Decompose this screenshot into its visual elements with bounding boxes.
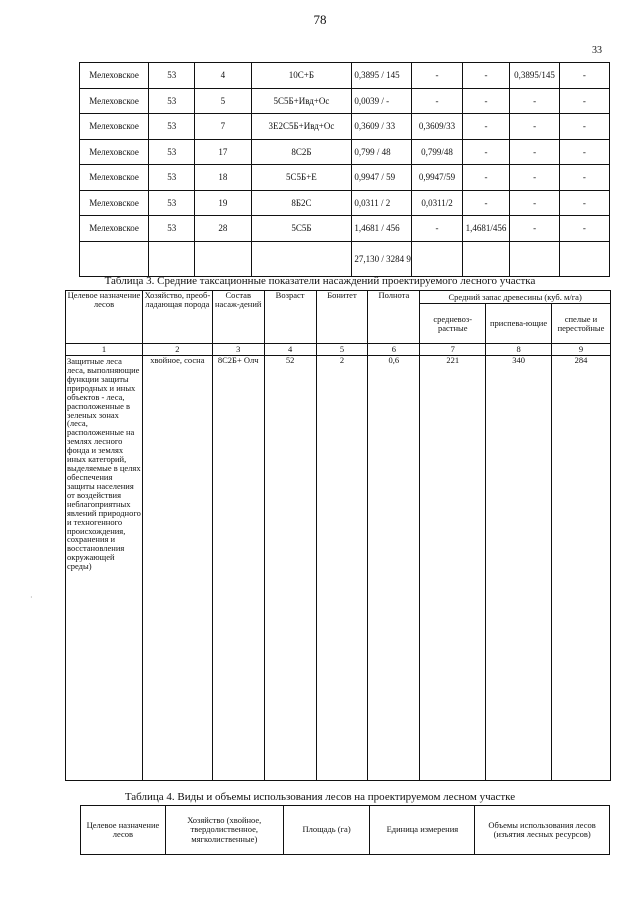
column-number: 7 [420,344,486,356]
table-cell: - [510,216,559,242]
empty-cell [412,241,462,276]
table-cell: 8С2Б [251,139,352,165]
header-purpose: Целевое назначение лесов [66,291,143,344]
table-cell: 17 [195,139,251,165]
header-farm: Хозяйство, преоб-ладающая порода [142,291,212,344]
table-cell: - [462,63,510,89]
table-cell: Мелеховское [80,165,149,191]
table-cell: Мелеховское [80,139,149,165]
table-cell: - [559,63,609,89]
table-cell: 0,3895 / 145 [352,63,412,89]
table4-header-cell: Объемы использования лесов (изъятия лесных ресурсов) [475,806,610,855]
table-cell: - [510,139,559,165]
table-cell: 5С5Б+Е [251,165,352,191]
table-cell: - [559,114,609,140]
column-number: 4 [264,344,316,356]
table-cell: 0,9947/59 [412,165,462,191]
cell-bonitet: 2 [316,356,368,781]
table4-header-cell: Хозяйство (хвойное, твердолиственное, мягколиственные) [165,806,283,855]
header-age: Возраст [264,291,316,344]
table-cell: - [559,216,609,242]
table-cell: 0,3609/33 [412,114,462,140]
table4-title: Таблица 4. Виды и объемы использования лесов на проектируемом лесном участке [124,791,516,803]
table-cell: Мелеховское [80,216,149,242]
forest-use-table [80,805,610,855]
table-cell: - [510,190,559,216]
table-cell: - [462,190,510,216]
table-cell: - [462,88,510,114]
table-cell: 3Е2С5Б+Ивд+Ос [251,114,352,140]
cell-farm: хвойное, сосна [142,356,212,781]
table-cell: 0,799/48 [412,139,462,165]
empty-cell [559,241,609,276]
table-cell: Мелеховское [80,190,149,216]
table-cell: 19 [195,190,251,216]
cell-composition: 8С2Б+ Олч [212,356,264,781]
table-cell: - [559,165,609,191]
table-cell: 53 [149,88,195,114]
table-cell: 0,0311/2 [412,190,462,216]
header-bonitet: Бонитет [316,291,368,344]
sub-page-number: 33 [592,45,602,56]
table-cell: - [462,114,510,140]
table-cell: 53 [149,165,195,191]
total-cell: 27,130 / 3284 9 [352,241,412,276]
header-density: Полнота [368,291,420,344]
table-row [80,165,610,191]
table-cell: - [510,88,559,114]
table-cell: 1,4681 / 456 [352,216,412,242]
total-row [80,241,610,276]
table-row [80,114,610,140]
header-maturing: приспева-ющие [486,304,552,344]
taxation-table [65,290,611,781]
table-cell: Мелеховское [80,63,149,89]
table4-header-row [81,806,610,855]
scan-speck: · [30,593,33,602]
table-cell: - [559,139,609,165]
table-cell: 0,9947 / 59 [352,165,412,191]
table-cell: Мелеховское [80,114,149,140]
table-cell: 0,3895/145 [510,63,559,89]
table-cell: 5С5Б [251,216,352,242]
table-row [80,139,610,165]
table-row [80,190,610,216]
empty-cell [80,241,149,276]
table3-title: Таблица 3. Средние таксационные показатели насаждений проектируемого лесного участка [104,275,536,287]
table-cell: - [412,63,462,89]
page-number: 78 [313,12,327,27]
empty-cell [510,241,559,276]
table-cell: 4 [195,63,251,89]
table-cell: - [462,165,510,191]
table-cell: 0,0039 / - [352,88,412,114]
table-cell: 28 [195,216,251,242]
column-number: 5 [316,344,368,356]
table-cell: 5 [195,88,251,114]
table-cell: Мелеховское [80,88,149,114]
table-row [80,63,610,89]
table-cell: 18 [195,165,251,191]
table-row [80,216,610,242]
table-cell: - [559,88,609,114]
table-cell: - [559,190,609,216]
column-number: 1 [66,344,143,356]
cell-maturing: 340 [486,356,552,781]
cell-density: 0,6 [368,356,420,781]
header-composition: Состав насаж-дений [212,291,264,344]
cell-mature: 284 [551,356,610,781]
table-cell: 7 [195,114,251,140]
table-row [80,88,610,114]
table-cell: - [412,216,462,242]
table-cell: 53 [149,63,195,89]
table4-header-cell: Целевое назначение лесов [81,806,166,855]
plots-table [79,62,610,277]
header-middle-aged: средневоз-растные [420,304,486,344]
column-number: 2 [142,344,212,356]
column-number: 6 [368,344,420,356]
table-cell: 53 [149,190,195,216]
cell-age: 52 [264,356,316,781]
empty-cell [251,241,352,276]
cell-purpose: Защитные леса леса, выполняющие функции защиты природных и иных объектов - леса, расположенные в зеленых зонах (леса, расположенные на землях лесного фонда и землях иных категорий, выделяемые в целях обеспечения защиты населения от воздействия неблагоприятных явлений природного и техногенного происхождения, сохранения и восстановления окружающей среды) [66,356,143,781]
column-number: 3 [212,344,264,356]
header-mature: спелые и перестойные [551,304,610,344]
table-cell: - [412,88,462,114]
empty-cell [149,241,195,276]
table-cell: 0,3609 / 33 [352,114,412,140]
table-cell: 8Б2С [251,190,352,216]
empty-cell [462,241,510,276]
table-cell: 10С+Б [251,63,352,89]
table-cell: 53 [149,216,195,242]
table-cell: - [510,165,559,191]
header-stock: Средний запас древесины (куб. м/га) [420,291,611,304]
column-number: 9 [551,344,610,356]
table-cell: 1,4681/456 [462,216,510,242]
table-cell: 5С5Б+Ивд+Ос [251,88,352,114]
table4-header-cell: Площадь (га) [283,806,370,855]
table4-header-cell: Единица измерения [370,806,475,855]
empty-cell [195,241,251,276]
table-cell: - [462,139,510,165]
column-number: 8 [486,344,552,356]
column-numbers-row [66,344,611,356]
table-cell: 0,799 / 48 [352,139,412,165]
cell-middle-aged: 221 [420,356,486,781]
table-cell: 53 [149,114,195,140]
table-cell: 0,0311 / 2 [352,190,412,216]
table-cell: 53 [149,139,195,165]
table-cell: - [510,114,559,140]
